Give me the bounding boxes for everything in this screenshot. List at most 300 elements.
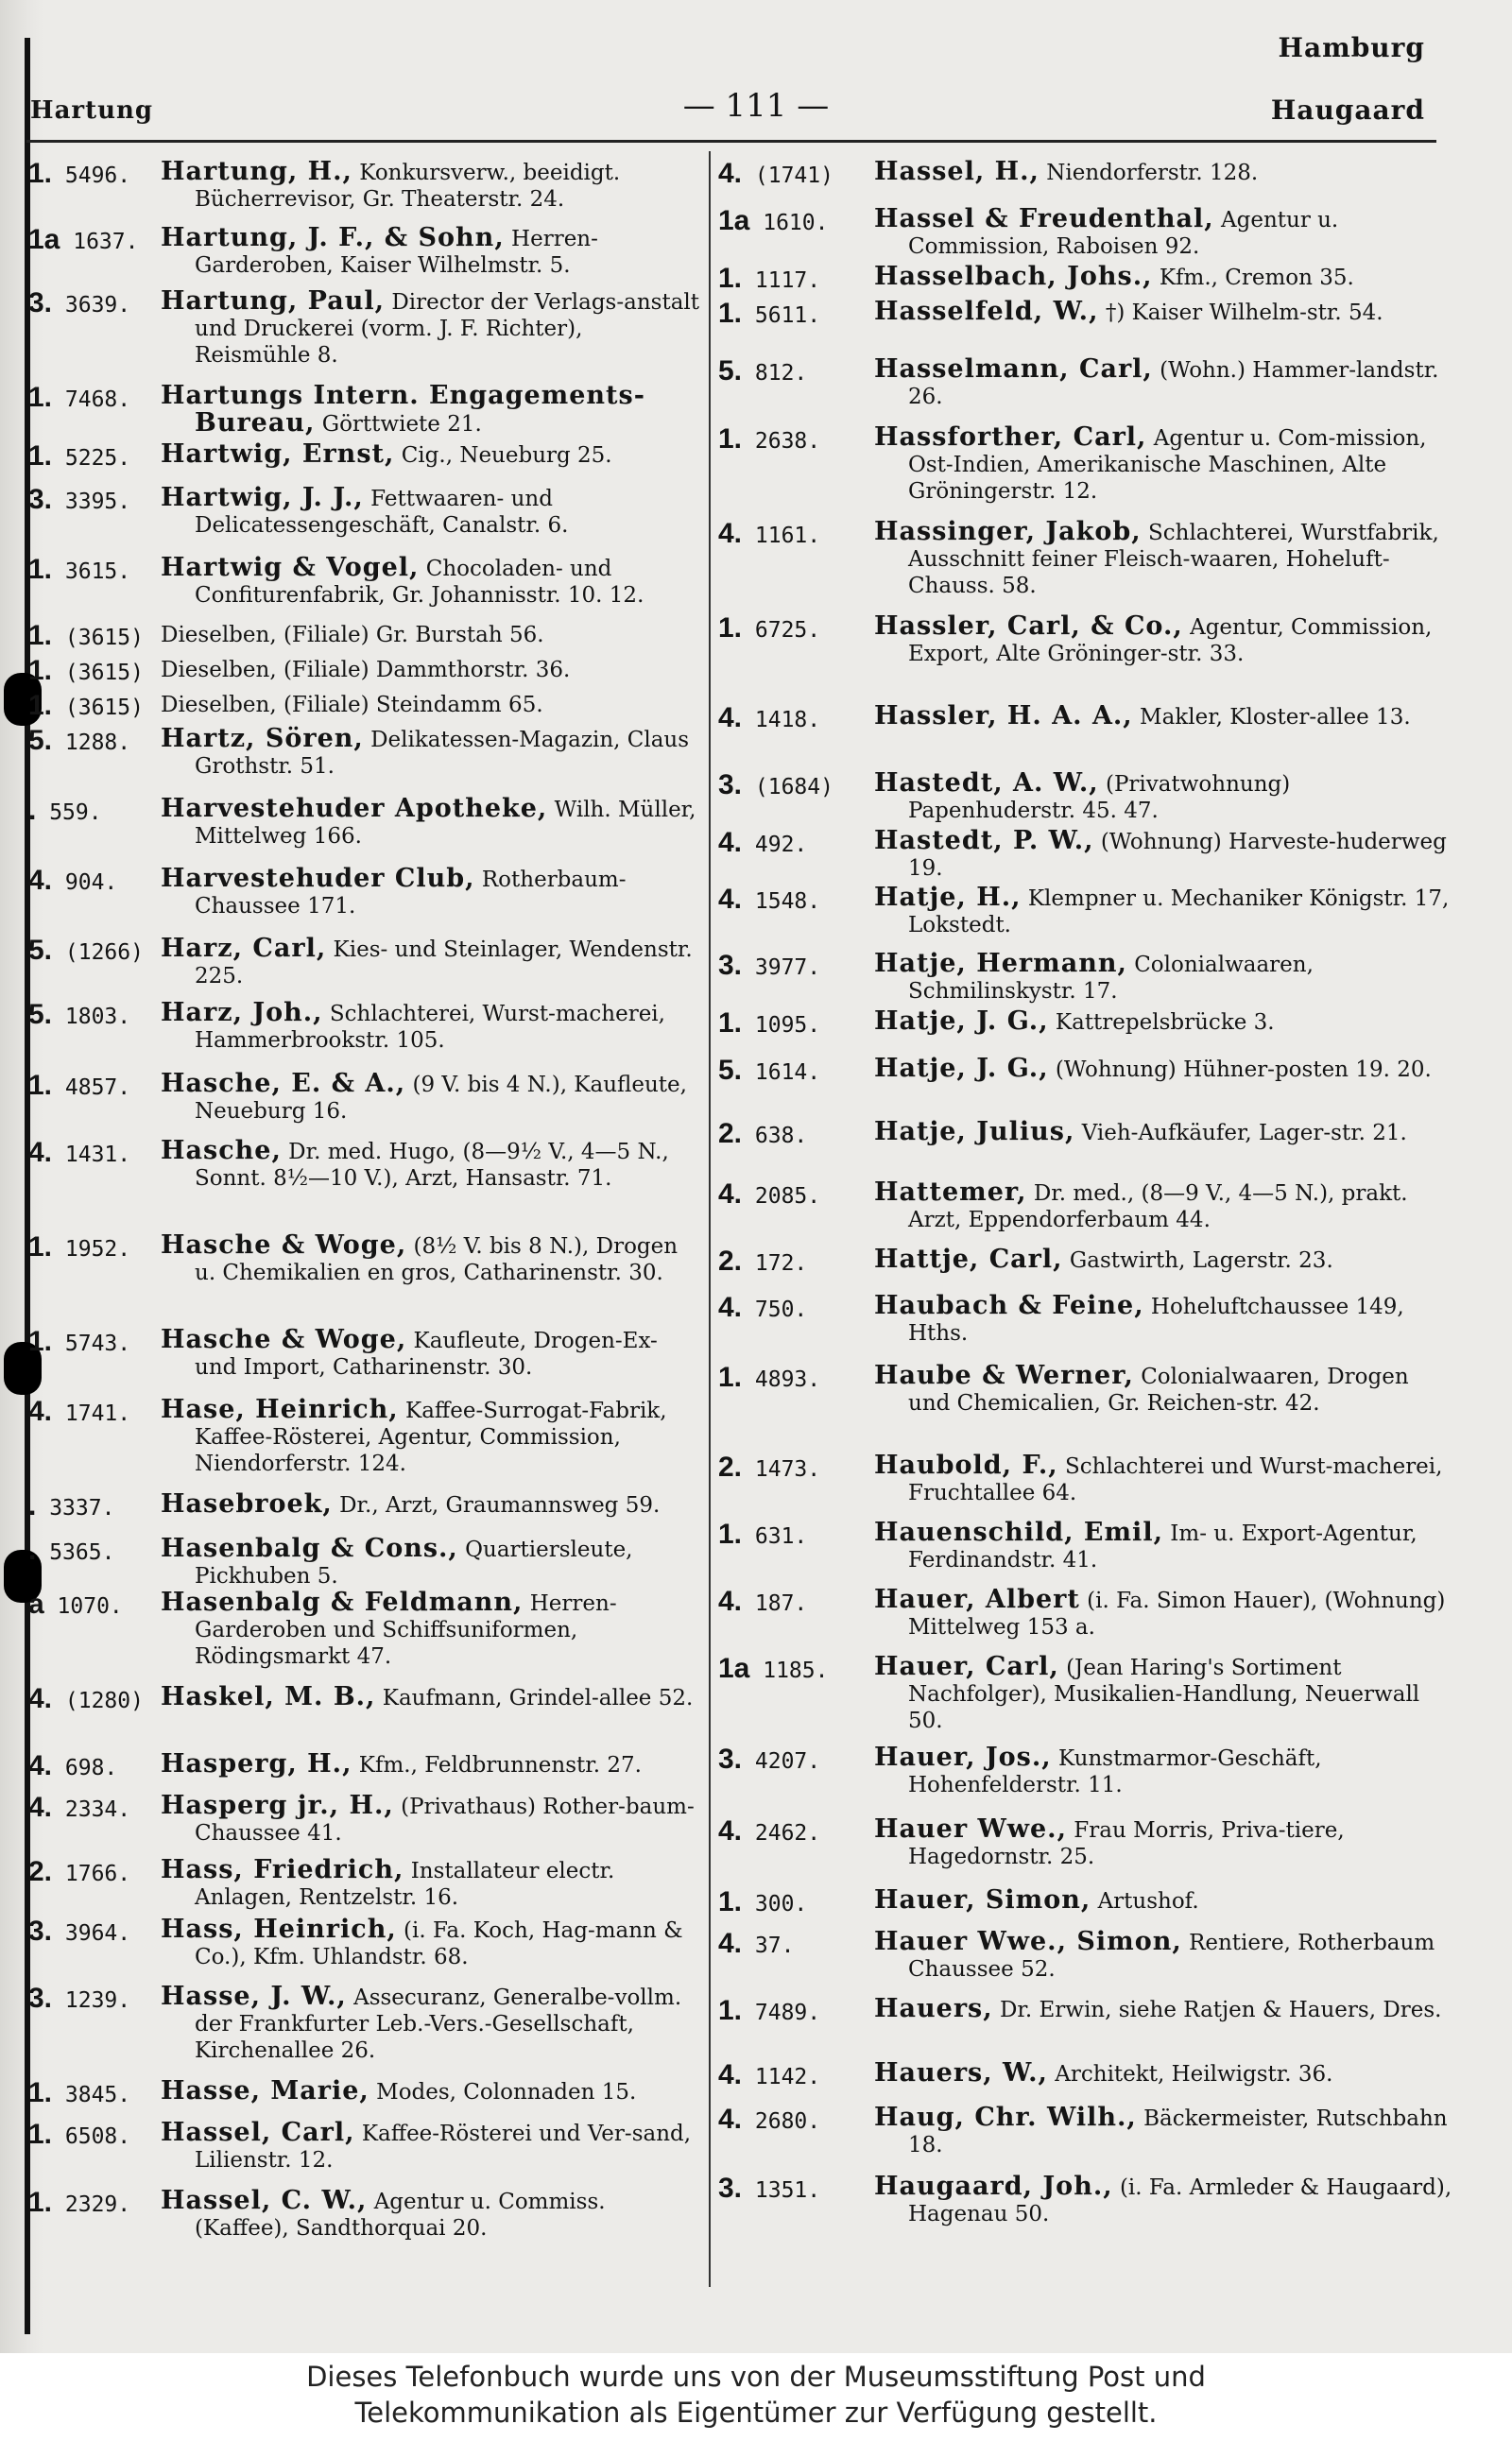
number-value: 1185. bbox=[763, 1659, 829, 1683]
subscriber-details: Kies- und Steinlager, Wendenstr. 225. bbox=[195, 937, 693, 988]
directory-entry bbox=[28, 656, 704, 691]
number-value: 3639. bbox=[64, 293, 131, 318]
entry-text bbox=[874, 1246, 1455, 1274]
number-value: 3977. bbox=[754, 955, 821, 980]
phone-number bbox=[28, 691, 161, 721]
subscriber-name: Hasselfeld, W., bbox=[874, 297, 1099, 326]
entry-text bbox=[161, 1793, 704, 1847]
subscriber-name: Hassler, Carl, & Co., bbox=[874, 611, 1183, 641]
entry-text bbox=[161, 726, 704, 780]
exchange-area: 1. bbox=[718, 298, 743, 329]
entry-text bbox=[874, 1056, 1455, 1083]
subscriber-details: (i. Fa. Koch, Hag-mann & Co.), Kfm. Uhlandstr. 68. bbox=[195, 1918, 683, 1969]
exchange-area: 5. bbox=[28, 725, 53, 756]
subscriber-details: Herren-Garderoben, Kaiser Wilhelmstr. 5. bbox=[195, 227, 598, 278]
subscriber-details: Rotherbaum-Chaussee 171. bbox=[195, 868, 627, 919]
subscriber-details: Dieselben, (Filiale) Dammthorstr. 36. bbox=[161, 658, 571, 682]
entry-text bbox=[161, 1071, 704, 1125]
number-value: 3337. bbox=[49, 1496, 115, 1521]
subscriber-name: Hassel & Freudenthal, bbox=[874, 204, 1214, 233]
phone-number bbox=[28, 159, 161, 189]
exchange-area: 1. bbox=[718, 1362, 743, 1393]
phone-number bbox=[718, 206, 874, 236]
subscriber-name: Hasenbalg & Feldmann, bbox=[161, 1588, 524, 1617]
subscriber-name: Harz, Joh., bbox=[161, 998, 323, 1027]
subscriber-name: Haube & Werner, bbox=[874, 1361, 1134, 1390]
subscriber-details: (Privathaus) Rother-baum-Chaussee 41. bbox=[195, 1795, 695, 1846]
phone-number bbox=[28, 2188, 161, 2218]
entry-text bbox=[161, 1491, 704, 1519]
exchange-area: 4. bbox=[28, 1750, 53, 1781]
header-rule bbox=[26, 140, 1436, 143]
subscriber-details: (Jean Haring's Sortiment Nachfolger), Musikalien-Handlung, Neuerwall 50. bbox=[908, 1656, 1420, 1733]
number-value: 1288. bbox=[64, 731, 131, 755]
phone-number bbox=[28, 1590, 161, 1620]
subscriber-details: (Wohn.) Hammer-landstr. 26. bbox=[908, 358, 1439, 409]
directory-entry bbox=[718, 1929, 1455, 1996]
number-value: 4893. bbox=[754, 1367, 821, 1392]
directory-entry bbox=[718, 1887, 1455, 1929]
entry-text bbox=[874, 1119, 1455, 1146]
exchange-area: 3. bbox=[718, 769, 743, 800]
number-value: 7468. bbox=[64, 387, 131, 412]
subscriber-details: Quartiersleute, Pickhuben 5. bbox=[195, 1538, 633, 1589]
entry-text bbox=[874, 159, 1455, 186]
subscriber-name: Haug, Chr. Wilh., bbox=[874, 2103, 1137, 2132]
number-value: (3615) bbox=[64, 661, 144, 685]
exchange-area: 3. bbox=[28, 1983, 53, 2014]
number-value: 1741. bbox=[64, 1401, 131, 1426]
number-value: 1117. bbox=[754, 268, 821, 293]
exchange-area: 4. bbox=[718, 1292, 743, 1323]
number-value: 1142. bbox=[754, 2065, 821, 2089]
subscriber-details: Klempner u. Mechaniker Königstr. 17, Lokstedt. bbox=[908, 886, 1450, 937]
phone-number bbox=[28, 726, 161, 756]
entry-text bbox=[874, 1996, 1455, 2023]
phone-number bbox=[28, 1327, 161, 1357]
directory-entry bbox=[28, 691, 704, 726]
subscriber-name: Hasse, Marie, bbox=[161, 2076, 369, 2106]
number-value: 300. bbox=[754, 1892, 808, 1917]
phone-number bbox=[718, 1179, 874, 1210]
entry-text bbox=[161, 1917, 704, 1970]
phone-number bbox=[28, 1857, 161, 1887]
directory-entry bbox=[718, 1520, 1455, 1587]
phone-number bbox=[718, 1887, 874, 1917]
subscriber-name: Hatje, Hermann, bbox=[874, 949, 1127, 978]
entry-text bbox=[874, 1887, 1455, 1915]
subscriber-name: Hartz, Sören, bbox=[161, 724, 364, 753]
subscriber-details: (Wohnung) Hühner-posten 19. 20. bbox=[1055, 1057, 1432, 1082]
subscriber-name: Hasche, bbox=[161, 1136, 282, 1165]
exchange-area: 4. bbox=[718, 702, 743, 733]
number-value: 3395. bbox=[64, 490, 131, 514]
phone-number bbox=[718, 1293, 874, 1323]
subscriber-name: Hatje, Julius, bbox=[874, 1117, 1075, 1146]
subscriber-details: (Privatwohnung) Papenhuderstr. 45. 47. bbox=[908, 772, 1291, 823]
subscriber-name: Hassforther, Carl, bbox=[874, 422, 1147, 452]
number-value: 6725. bbox=[754, 618, 821, 643]
entry-text bbox=[161, 621, 704, 648]
exchange-area: 1a bbox=[718, 1653, 750, 1684]
directory-entry bbox=[718, 1745, 1455, 1816]
subscriber-name: Hauer Wwe., bbox=[874, 1814, 1067, 1844]
directory-entry bbox=[28, 383, 704, 441]
subscriber-details: Dr. Erwin, siehe Ratjen & Hauers, Dres. bbox=[999, 1998, 1442, 2022]
exchange-area: 4. bbox=[718, 158, 743, 189]
directory-entry bbox=[28, 1590, 704, 1684]
subscriber-details: Agentur u. Commiss. (Kaffee), Sandthorquai 20. bbox=[195, 2190, 606, 2241]
directory-entry bbox=[718, 1008, 1455, 1056]
directory-entry bbox=[718, 206, 1455, 264]
subscriber-details: Schlachterei und Wurst-macherei, Fruchtallee 64. bbox=[908, 1454, 1443, 1505]
subscriber-details: (Wohnung) Harveste-huderweg 19. bbox=[908, 830, 1447, 881]
phone-number bbox=[28, 1684, 161, 1714]
page-number: — 111 — bbox=[682, 87, 830, 125]
subscriber-details: Frau Morris, Priva-tiere, Hagedornstr. 25. bbox=[908, 1818, 1345, 1869]
subscriber-details: Dr. med., (8—9 V., 4—5 N.), prakt. Arzt, Eppendorferbaum 44. bbox=[908, 1181, 1408, 1232]
subscriber-details: Herren-Garderoben und Schiffsuniformen, Rödingsmarkt 47. bbox=[195, 1591, 617, 1669]
number-value: (1684) bbox=[754, 775, 833, 799]
subscriber-name: Haubach & Feine, bbox=[874, 1291, 1144, 1320]
number-value: 172. bbox=[754, 1251, 808, 1276]
number-value: 1161. bbox=[754, 524, 821, 548]
number-value: 5365. bbox=[49, 1540, 115, 1565]
exchange-area: 4. bbox=[28, 1683, 53, 1714]
exchange-area: 2. bbox=[718, 1452, 743, 1483]
number-value: 1803. bbox=[64, 1005, 131, 1029]
exchange-area: 4. bbox=[28, 865, 53, 896]
directory-entry bbox=[28, 441, 704, 485]
phone-number bbox=[28, 796, 161, 826]
number-value: 631. bbox=[754, 1524, 808, 1549]
phone-number bbox=[718, 1246, 874, 1277]
phone-number bbox=[28, 225, 161, 255]
entry-text bbox=[161, 159, 704, 213]
subscriber-details: Installateur electr. Anlagen, Rentzelstr. 16. bbox=[195, 1859, 615, 1910]
directory-entry bbox=[28, 1000, 704, 1071]
entry-text bbox=[161, 936, 704, 989]
number-value: 904. bbox=[64, 870, 118, 895]
phone-number bbox=[718, 2174, 874, 2204]
phone-number bbox=[718, 264, 874, 294]
number-value: 1431. bbox=[64, 1143, 131, 1167]
subscriber-details: Delikatessen-Magazin, Claus Grothstr. 51. bbox=[195, 728, 690, 779]
subscriber-name: Hasenbalg & Cons., bbox=[161, 1534, 458, 1563]
directory-entry bbox=[718, 828, 1455, 885]
subscriber-name: Hartwig, J. J., bbox=[161, 483, 364, 512]
subscriber-name: Harvestehuder Apotheke, bbox=[161, 794, 548, 823]
entry-text bbox=[874, 703, 1455, 731]
phone-number bbox=[28, 288, 161, 318]
phone-number bbox=[28, 1232, 161, 1263]
directory-entry bbox=[28, 485, 704, 555]
phone-number bbox=[28, 1000, 161, 1030]
directory-entry bbox=[718, 2060, 1455, 2105]
subscriber-details: Cig., Neueburg 25. bbox=[401, 443, 612, 468]
number-value: 4857. bbox=[64, 1075, 131, 1100]
exchange-area: 2. bbox=[28, 1856, 53, 1887]
subscriber-name: Hartwig & Vogel, bbox=[161, 553, 420, 582]
subscriber-details: Kaufleute, Drogen-Ex- und Import, Catharinenstr. 30. bbox=[195, 1329, 658, 1380]
subscriber-name: Hase, Heinrich, bbox=[161, 1395, 399, 1424]
number-value: 1239. bbox=[64, 1988, 131, 2013]
directory-entry bbox=[718, 1179, 1455, 1246]
subscriber-name: Harz, Carl, bbox=[161, 934, 327, 963]
subscriber-name: Hauers, W., bbox=[874, 2058, 1048, 2088]
phone-number bbox=[718, 770, 874, 800]
subscriber-details: Kaufmann, Grindel-allee 52. bbox=[382, 1686, 694, 1710]
entry-text bbox=[161, 225, 704, 279]
entry-text bbox=[161, 2078, 704, 2106]
exchange-area: 1. bbox=[718, 612, 743, 644]
directory-entry bbox=[718, 2174, 1455, 2230]
subscriber-name: Hasse, J. W., bbox=[161, 1982, 347, 2011]
directory-entry bbox=[28, 2078, 704, 2120]
entry-text bbox=[874, 264, 1455, 291]
phone-number bbox=[718, 1008, 874, 1039]
subscriber-details: Modes, Colonnaden 15. bbox=[376, 2080, 637, 2105]
exchange-area: 4. bbox=[718, 1586, 743, 1617]
number-value: 2462. bbox=[754, 1821, 821, 1846]
subscriber-name: Hartung, H., bbox=[161, 157, 352, 186]
subscriber-name: Hauenschild, Emil, bbox=[874, 1518, 1163, 1547]
exchange-area: 1. bbox=[28, 2187, 53, 2218]
entry-text bbox=[161, 691, 704, 718]
entry-text bbox=[874, 2105, 1455, 2158]
entry-text bbox=[874, 885, 1455, 938]
entry-text bbox=[161, 485, 704, 539]
entry-text bbox=[874, 613, 1455, 667]
number-value: 2334. bbox=[64, 1797, 131, 1822]
number-value: 6508. bbox=[64, 2124, 131, 2149]
phone-number bbox=[28, 1071, 161, 1101]
entry-text bbox=[874, 206, 1455, 260]
subscriber-details: Kaffee-Surrogat-Fabrik, Kaffee-Rösterei, Agentur, Commission, Niendorferstr. 124. bbox=[195, 1399, 667, 1476]
subscriber-name: Harvestehuder Club, bbox=[161, 864, 475, 893]
subscriber-details: Rentiere, Rotherbaum Chaussee 52. bbox=[908, 1931, 1435, 1982]
exchange-area: 1. bbox=[28, 620, 53, 651]
directory-entry bbox=[28, 1327, 704, 1397]
phone-number bbox=[718, 299, 874, 329]
subscriber-details: Agentur, Commission, Export, Alte Gröninger-str. 33. bbox=[908, 615, 1433, 666]
subscriber-name: Hasselbach, Johs., bbox=[874, 262, 1153, 291]
entry-text bbox=[874, 1293, 1455, 1347]
subscriber-details: Görttwiete 21. bbox=[321, 412, 482, 437]
number-value: 3615. bbox=[64, 559, 131, 584]
directory-entry bbox=[28, 866, 704, 936]
entry-text bbox=[161, 555, 704, 609]
exchange-area: 3. bbox=[28, 484, 53, 515]
directory-entry bbox=[718, 1996, 1455, 2060]
directory-entry bbox=[718, 951, 1455, 1008]
phone-number bbox=[28, 383, 161, 413]
subscriber-details: (8½ V. bis 8 N.), Drogen u. Chemikalien en gros, Catharinenstr. 30. bbox=[195, 1234, 679, 1285]
phone-number bbox=[718, 519, 874, 549]
exchange-area: 4. bbox=[28, 1792, 53, 1823]
exchange-area: . bbox=[28, 1535, 37, 1566]
directory-entry bbox=[718, 356, 1455, 424]
column-divider bbox=[709, 151, 711, 2287]
subscriber-details: Kaffee-Rösterei und Ver-sand, Lilienstr. 12. bbox=[195, 2122, 692, 2173]
phone-number bbox=[28, 441, 161, 472]
exchange-area: 1. bbox=[28, 1070, 53, 1101]
number-value: 559. bbox=[49, 800, 102, 825]
number-value: 492. bbox=[754, 833, 808, 857]
exchange-area: 3. bbox=[718, 1744, 743, 1775]
exchange-area: 2. bbox=[718, 1246, 743, 1277]
phone-number bbox=[718, 828, 874, 858]
number-value: 5496. bbox=[64, 163, 131, 188]
exchange-area: 4. bbox=[718, 518, 743, 549]
directory-entry bbox=[718, 424, 1455, 519]
directory-entry bbox=[28, 1684, 704, 1751]
directory-entry bbox=[718, 613, 1455, 703]
subscriber-name: Hasche & Woge, bbox=[161, 1230, 407, 1260]
directory-entry bbox=[28, 1536, 704, 1590]
number-value: 187. bbox=[754, 1591, 808, 1616]
directory-entry bbox=[28, 796, 704, 866]
entry-text bbox=[161, 441, 704, 469]
entry-text bbox=[161, 2188, 704, 2242]
number-value: 1473. bbox=[754, 1457, 821, 1482]
directory-entry bbox=[28, 1751, 704, 1793]
subscriber-details: Hoheluftchaussee 149, Hths. bbox=[908, 1295, 1404, 1346]
exchange-area: 2. bbox=[718, 1118, 743, 1149]
entry-text bbox=[161, 1327, 704, 1381]
phone-number bbox=[718, 1996, 874, 2026]
number-value: (1741) bbox=[754, 163, 833, 188]
subscriber-name: Hatje, H., bbox=[874, 883, 1022, 912]
number-value: (1280) bbox=[64, 1689, 144, 1713]
entry-text bbox=[874, 1745, 1455, 1798]
number-value: (3615) bbox=[64, 696, 144, 720]
phone-number bbox=[718, 1745, 874, 1775]
entry-text bbox=[874, 299, 1455, 326]
entry-text bbox=[161, 1984, 704, 2064]
phone-number bbox=[718, 1453, 874, 1483]
number-value: 3845. bbox=[64, 2083, 131, 2107]
number-value: 7489. bbox=[754, 2001, 821, 2025]
number-value: 1070. bbox=[57, 1594, 123, 1619]
exchange-area: 1. bbox=[28, 655, 53, 686]
subscriber-name: Hasche, E. & A., bbox=[161, 1069, 406, 1098]
subscriber-details: (i. Fa. Simon Hauer), (Wohnung) Mittelweg 153 a. bbox=[908, 1589, 1446, 1640]
phone-number bbox=[718, 703, 874, 733]
directory-entry bbox=[28, 1491, 704, 1536]
entry-text bbox=[161, 383, 704, 438]
subscriber-name: Hassel, H., bbox=[874, 157, 1040, 186]
phone-number bbox=[718, 1654, 874, 1684]
subscriber-name: Hauer, Simon, bbox=[874, 1885, 1091, 1915]
directory-entry bbox=[718, 885, 1455, 951]
directory-entry bbox=[28, 1397, 704, 1491]
subscriber-name: Hass, Friedrich, bbox=[161, 1855, 404, 1884]
exchange-area: 3. bbox=[28, 287, 53, 318]
entry-text bbox=[161, 1138, 704, 1192]
header-city: Hamburg bbox=[1278, 32, 1425, 63]
subscriber-details: Schlachterei, Wurstfabrik, Ausschnitt feiner Fleisch-waaren, Hoheluft-Chauss. 58. bbox=[908, 521, 1439, 598]
subscriber-details: Chocoladen- und Confiturenfabrik, Gr. Johannisstr. 10. 12. bbox=[195, 557, 644, 608]
directory-entry bbox=[718, 1119, 1455, 1179]
exchange-area: 3. bbox=[28, 1916, 53, 1947]
phone-number bbox=[28, 1793, 161, 1823]
entry-text bbox=[874, 1816, 1455, 1870]
entry-text bbox=[874, 951, 1455, 1005]
exchange-area: 1. bbox=[28, 690, 53, 721]
number-value: 1548. bbox=[754, 889, 821, 914]
number-value: 2638. bbox=[754, 429, 821, 454]
entry-text bbox=[874, 424, 1455, 505]
number-value: (3615) bbox=[64, 626, 144, 650]
directory-entry bbox=[718, 2105, 1455, 2174]
number-value: 812. bbox=[754, 361, 808, 386]
subscriber-name: Hasselmann, Carl, bbox=[874, 354, 1153, 384]
subscriber-name: Hassel, Carl, bbox=[161, 2118, 355, 2147]
footer-line-1: Dieses Telefonbuch wurde uns von der Museumsstiftung Post und bbox=[306, 2361, 1206, 2393]
subscriber-name: Hattemer, bbox=[874, 1178, 1027, 1207]
exchange-area: 1. bbox=[28, 1326, 53, 1357]
subscriber-details: Kfm., Feldbrunnenstr. 27. bbox=[358, 1753, 642, 1778]
number-value: 750. bbox=[754, 1298, 808, 1322]
subscriber-name: Hartungs Intern. Engagements-Bureau, bbox=[161, 381, 645, 438]
directory-entry bbox=[28, 225, 704, 288]
exchange-area: 1. bbox=[28, 2119, 53, 2150]
phone-number bbox=[718, 885, 874, 915]
subscriber-name: Hartwig, Ernst, bbox=[161, 439, 395, 469]
exchange-area: 4. bbox=[718, 884, 743, 915]
number-value: 2680. bbox=[754, 2109, 821, 2134]
subscriber-name: Hasperg jr., H., bbox=[161, 1791, 394, 1820]
exchange-area: 1a bbox=[718, 205, 750, 236]
subscriber-name: Hatje, J. G., bbox=[874, 1054, 1049, 1083]
subscriber-details: Director der Verlags-anstalt und Druckerei (vorm. J. F. Richter), Reismühle 8. bbox=[195, 290, 700, 368]
phone-number bbox=[28, 485, 161, 515]
header-right-keyword: Haugaard bbox=[1270, 95, 1425, 126]
subscriber-details: Vieh-Aufkäufer, Lager-str. 21. bbox=[1081, 1121, 1407, 1145]
subscriber-name: Hassel, C. W., bbox=[161, 2186, 368, 2215]
number-value: 2329. bbox=[64, 2192, 131, 2217]
phone-number bbox=[28, 2120, 161, 2150]
phone-number bbox=[718, 1520, 874, 1550]
subscriber-details: Agentur u. Com-mission, Ost-Indien, Amerikanische Maschinen, Alte Gröningerstr. 12. bbox=[908, 426, 1427, 504]
number-value: 1766. bbox=[64, 1862, 131, 1886]
phone-number bbox=[28, 1397, 161, 1427]
exchange-area: 4. bbox=[718, 2059, 743, 2090]
exchange-area: 1a bbox=[28, 224, 60, 255]
exchange-area: . bbox=[28, 1490, 37, 1521]
subscriber-name: Hartung, Paul, bbox=[161, 286, 386, 316]
subscriber-details: Dieselben, (Filiale) Steindamm 65. bbox=[161, 693, 543, 717]
number-value: 1351. bbox=[754, 2178, 821, 2203]
number-value: (1266) bbox=[64, 940, 144, 965]
phone-number bbox=[718, 2105, 874, 2135]
exchange-area: 5. bbox=[718, 355, 743, 387]
exchange-area: 5. bbox=[28, 999, 53, 1030]
phone-number bbox=[718, 356, 874, 387]
exchange-area: 1. bbox=[28, 440, 53, 472]
exchange-area: 5. bbox=[718, 1055, 743, 1086]
entry-text bbox=[874, 770, 1455, 824]
footer-line-2: Telekommunikation als Eigentümer zur Verfügung gestellt. bbox=[354, 2397, 1158, 2429]
number-value: 1952. bbox=[64, 1237, 131, 1262]
exchange-area: 4. bbox=[718, 2104, 743, 2135]
phone-number bbox=[718, 2060, 874, 2090]
directory-entry bbox=[28, 2188, 704, 2244]
entry-text bbox=[161, 288, 704, 369]
subscriber-details: Colonialwaaren, Schmilinskystr. 17. bbox=[908, 953, 1314, 1004]
directory-entry bbox=[718, 1453, 1455, 1520]
